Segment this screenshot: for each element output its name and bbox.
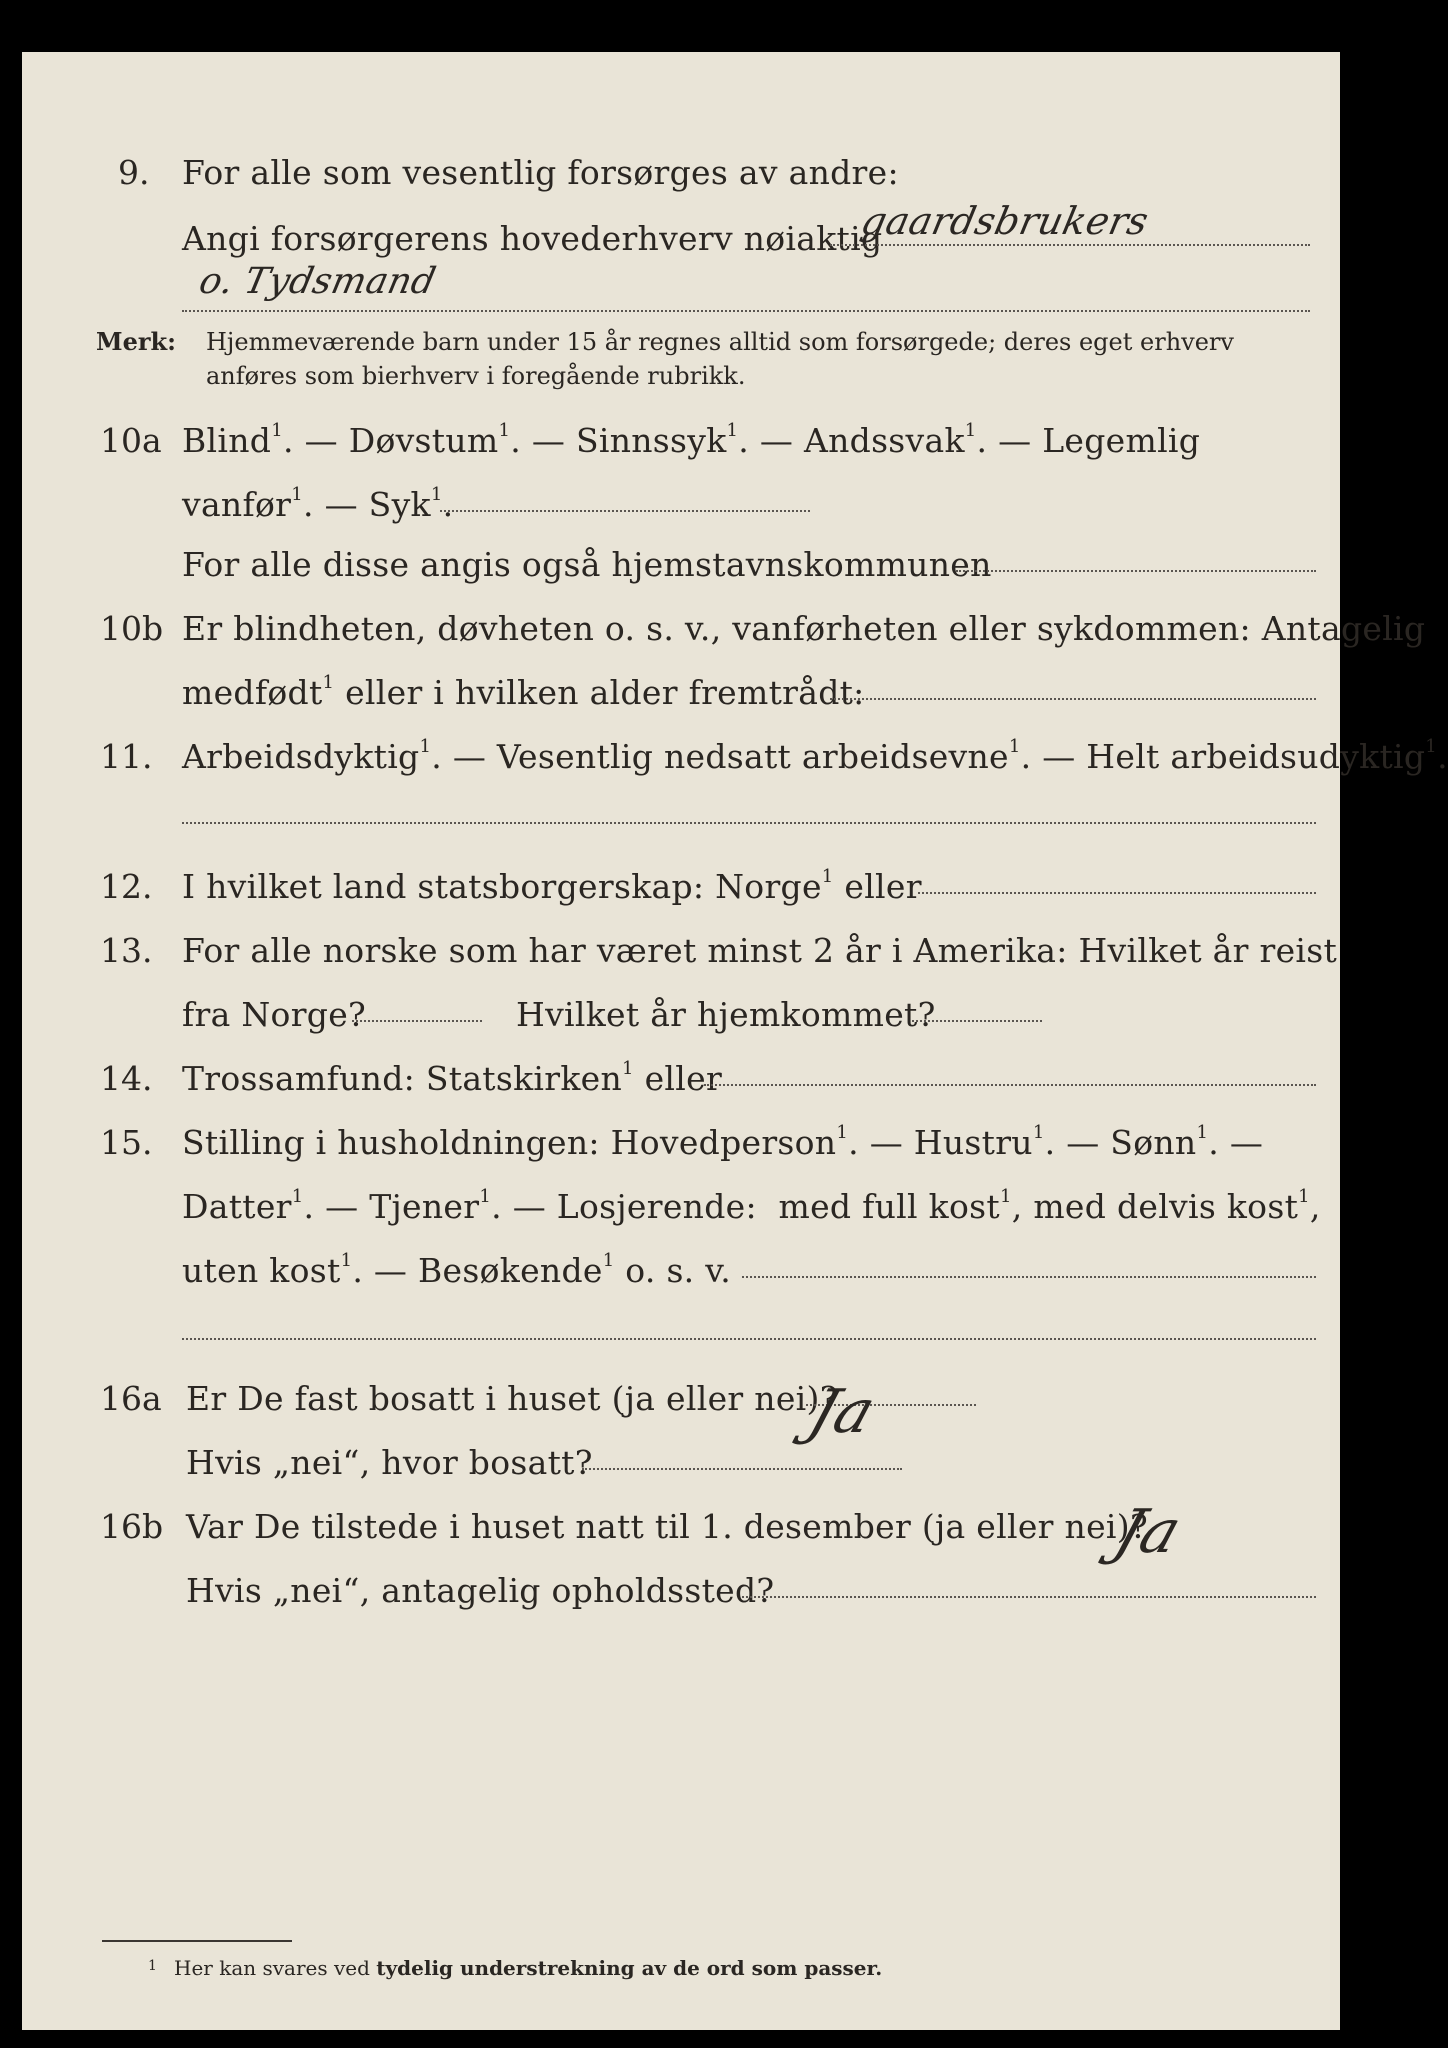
q10b-answer-line bbox=[830, 698, 1316, 700]
q10a-line3: For alle disse angis også hjemstavnskommunen bbox=[182, 545, 992, 584]
q11-line: Arbeidsdyktig$^1$. — Vesentlig nedsatt arbeidsevne$^1$. — Helt arbeidsudyktig$^1$. bbox=[182, 736, 1448, 776]
q13-hjemkommet-line bbox=[912, 1020, 1042, 1022]
q16a-bosatt-line bbox=[582, 1468, 902, 1470]
q9-answer-line-2 bbox=[182, 310, 1310, 312]
q15-line1: Stilling i husholdningen: Hovedperson$^1$. — Hustru$^1$. — Sønn$^1$. — bbox=[182, 1122, 1264, 1162]
option-medfodt[interactable]: medfødt bbox=[182, 673, 323, 712]
q13-reist-line bbox=[352, 1020, 482, 1022]
footnote-rule bbox=[102, 1940, 292, 1942]
option-vesentlig-nedsatt[interactable]: Vesentlig nedsatt arbeidsevne bbox=[496, 737, 1009, 776]
q12-answer-line bbox=[918, 892, 1316, 894]
option-arbeidsdyktig[interactable]: Arbeidsdyktig bbox=[182, 737, 420, 776]
q10a-line2: vanfør$^1$. — Syk$^1$. bbox=[182, 484, 454, 524]
q13-line2a: fra Norge? bbox=[182, 995, 367, 1034]
q10b-number: 10b bbox=[100, 609, 164, 648]
footnote-text: Her kan svares ved tydelig understrekning av de ord som passer. bbox=[174, 1956, 883, 1980]
option-datter[interactable]: Datter bbox=[182, 1187, 292, 1226]
q9-number: 9. bbox=[118, 153, 150, 192]
q16a-number: 16a bbox=[100, 1379, 162, 1418]
option-hustru[interactable]: Hustru bbox=[913, 1123, 1033, 1162]
q16b-line2: Hvis „nei“, antagelig opholdssted? bbox=[186, 1571, 775, 1610]
q15-answer-line bbox=[742, 1276, 1316, 1278]
option-tjener[interactable]: Tjener bbox=[369, 1187, 480, 1226]
option-legemlig[interactable]: Legemlig bbox=[1042, 421, 1201, 460]
q9-question-line2: Angi forsørgerens hovederhverv nøiaktig bbox=[182, 219, 883, 258]
q12-number: 12. bbox=[100, 867, 153, 906]
q11-answer-line bbox=[182, 822, 1316, 824]
q13-line2b: Hvilket år hjemkommet? bbox=[516, 995, 936, 1034]
merk-text-line2: anføres som bierhverv i foregående rubrikk. bbox=[206, 362, 746, 390]
q10a-hjemstavn-line bbox=[956, 570, 1316, 572]
q15-line3: uten kost$^1$. — Besøkende$^1$ o. s. v. bbox=[182, 1250, 732, 1290]
q9-handwritten-answer-line2: o. Tydsmand bbox=[195, 261, 440, 302]
option-full-kost[interactable]: med full kost bbox=[778, 1187, 1000, 1226]
option-hovedperson[interactable]: Hovedperson bbox=[610, 1123, 837, 1162]
q10a-line1: Blind$^1$. — Døvstum$^1$. — Sinnssyk$^1$. — Andssvak$^1$. — Legemlig bbox=[182, 420, 1201, 460]
q16b-handwritten-answer: Ja bbox=[1106, 1497, 1190, 1567]
option-blind[interactable]: Blind bbox=[182, 421, 272, 460]
q15-line2: Datter$^1$. — Tjener$^1$. — Losjerende: med full kost$^1$, med delvis kost$^1$, bbox=[182, 1186, 1321, 1226]
q10b-line1: Er blindheten, døvheten o. s. v., vanførheten eller sykdommen: Antagelig bbox=[182, 609, 1426, 648]
q16b-number: 16b bbox=[100, 1507, 164, 1546]
census-form-page bbox=[22, 52, 1448, 2030]
option-andssvak[interactable]: Andssvak bbox=[803, 421, 965, 460]
q16a-line1: Er De fast bosatt i huset (ja eller nei)? bbox=[186, 1379, 838, 1418]
q9-answer-line bbox=[830, 244, 1310, 246]
option-statskirken[interactable]: Statskirken bbox=[425, 1059, 623, 1098]
q12-line: I hvilket land statsborgerskap: Norge$^1$ eller bbox=[182, 866, 922, 906]
q13-line1: For alle norske som har været minst 2 år i Amerika: Hvilket år reist bbox=[182, 931, 1338, 970]
q9-question: For alle som vesentlig forsørges av andre: bbox=[182, 153, 899, 192]
option-sonn[interactable]: Sønn bbox=[1110, 1123, 1197, 1162]
q10a-number: 10a bbox=[100, 421, 162, 460]
option-helt-arbeidsudyktig[interactable]: Helt arbeidsudyktig bbox=[1086, 737, 1426, 776]
option-uten-kost[interactable]: uten kost bbox=[182, 1251, 341, 1290]
q15-number: 15. bbox=[100, 1123, 153, 1162]
option-besokende[interactable]: Besøkende bbox=[418, 1251, 603, 1290]
option-syk[interactable]: Syk bbox=[368, 485, 431, 524]
q14-answer-line bbox=[704, 1084, 1316, 1086]
option-delvis-kost[interactable]: med delvis kost bbox=[1033, 1187, 1299, 1226]
q16a-line2: Hvis „nei“, hvor bosatt? bbox=[186, 1443, 593, 1482]
option-sinnssyk[interactable]: Sinnssyk bbox=[575, 421, 727, 460]
q9-handwritten-answer: gaardsbrukers bbox=[857, 199, 1153, 243]
q14-number: 14. bbox=[100, 1059, 153, 1098]
q10b-line2: medfødt$^1$ eller i hvilken alder fremtrådt: bbox=[182, 672, 865, 712]
q14-line: Trossamfund: Statskirken$^1$ eller bbox=[182, 1058, 723, 1098]
q13-number: 13. bbox=[100, 931, 153, 970]
q16b-line1: Var De tilstede i huset natt til 1. desember (ja eller nei)? bbox=[186, 1507, 1148, 1546]
q15-answer-line-2 bbox=[182, 1338, 1316, 1340]
option-vanfor[interactable]: vanfør bbox=[182, 485, 292, 524]
q16b-opholdssted-line bbox=[742, 1596, 1316, 1598]
merk-text-line1: Hjemmeværende barn under 15 år regnes alltid som forsørgede; deres eget erhverv bbox=[206, 328, 1234, 356]
footnote-marker: 1 bbox=[148, 1958, 157, 1974]
option-norge[interactable]: Norge bbox=[715, 867, 822, 906]
q10a-answer-line bbox=[440, 510, 810, 512]
merk-label: Merk: bbox=[96, 327, 176, 356]
option-dovstum[interactable]: Døvstum bbox=[348, 421, 499, 460]
q11-number: 11. bbox=[100, 737, 153, 776]
q16a-handwritten-answer: Ja bbox=[800, 1377, 884, 1447]
